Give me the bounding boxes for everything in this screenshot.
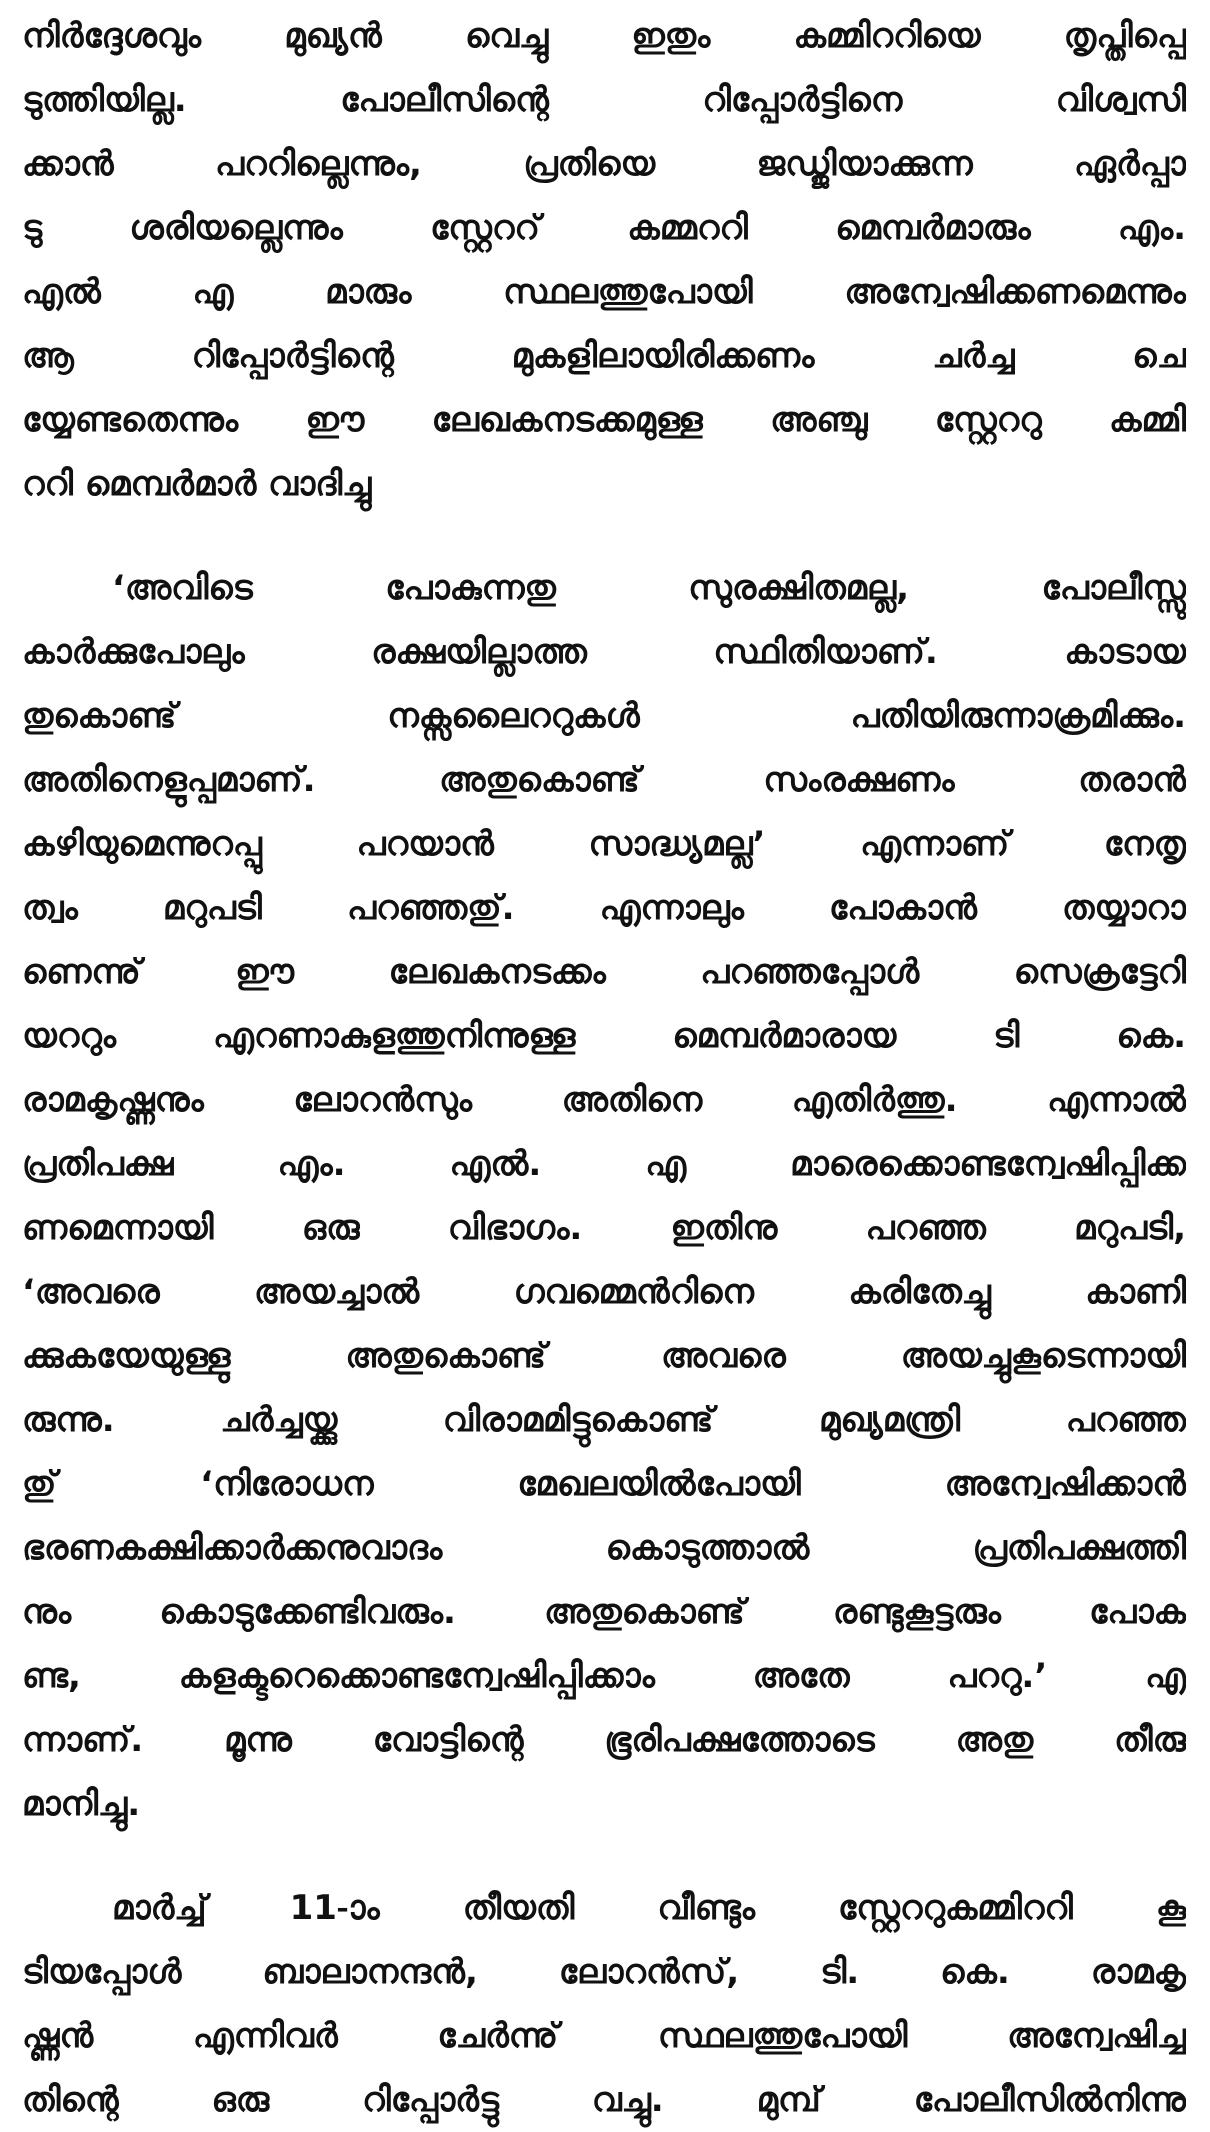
text-line: കഴിയുമെന്നുറപ്പു പറയാൻ സാദ്ധ്യമല്ല’ എന്നാണ് നേതൃ [22,824,1186,864]
text-line: രാമകൃഷ്ണനും ലോറൻസും അതിനെ എതിർത്തു. എന്നാൽ [22,1080,1186,1120]
text-line: തുകൊണ്ട് നക്സലൈററുകൾ പതിയിരുന്നാക്രമിക്കും. [22,696,1186,736]
text-line: അതിനെളുപ്പമാണ്. അതുകൊണ്ട് സംരക്ഷണം തരാൻ [22,760,1186,800]
text-line: മാനിച്ചു. [22,1784,141,1824]
text-line: ക്കുകയേയുള്ളു അതുകൊണ്ട് അവരെ അയച്ചുകൂടെന്നായി [22,1336,1186,1376]
text-line: കാർക്കുപോലും രക്ഷയില്ലാത്ത സ്ഥിതിയാണ്. കാടായ [22,632,1186,672]
text-line: ‘അവിടെ പോകുന്നതു സുരക്ഷിതമല്ല, പോലീസ്സു [112,568,1186,608]
text-line: തു് ‘നിരോധന മേഖലയിൽപോയി അന്വേഷിക്കാൻ [22,1464,1186,1504]
text-line: ത്വം മറുപടി പറഞ്ഞതു്. എന്നാലും പോകാൻ തയ്യാറാ [22,888,1186,928]
text-line: ക്കാൻ പററില്ലെന്നും, പ്രതിയെ ജഡ്ജിയാക്കുന്ന ഏർപ്പാ [22,144,1186,184]
text-line: ഷ്ണൻ എന്നിവർ ചേർന്നു് സ്ഥലത്തുപോയി അന്വേഷിച്ച [22,2016,1186,2056]
text-line: തിന്റെ ഒരു റിപ്പോർട്ടു വച്ചു. മുമ്പ് പോലീസിൽനിന്നു [22,2080,1186,2120]
text-line: പ്രതിപക്ഷ എം. എൽ. എ മാരെക്കൊണ്ടന്വേഷിപ്പിക്ക [22,1144,1186,1184]
text-line: എൽ എ മാരും സ്ഥലത്തുപോയി അന്വേഷിക്കണമെന്നും [22,272,1186,312]
text-line: ന്നാണ്. മൂന്നു വോട്ടിന്റെ ഭൂരിപക്ഷത്തോടെ അതു തീരു [22,1720,1186,1760]
text-line: നും കൊടുക്കേണ്ടിവരും. അതുകൊണ്ട് രണ്ടുകൂട്ടരും പോക [22,1592,1186,1632]
paragraph [22,4,1186,516]
text-line: ഭരണകക്ഷിക്കാർക്കനുവാദം കൊടുത്താൽ പ്രതിപക്ഷത്തി [22,1528,1186,1568]
text-line: ണെന്നു് ഈ ലേഖകനടക്കം പറഞ്ഞപ്പോൾ സെക്രട്ടേറി [22,952,1186,992]
text-line: ടിയപ്പോൾ ബാലാനന്ദൻ, ലോറൻസ്, ടി. കെ. രാമകൃ [22,1952,1186,1992]
text-line: ണ്ട, കളക്ടറെക്കൊണ്ടന്വേഷിപ്പിക്കാം അതേ പററു.’ എ [22,1656,1186,1696]
text-line: മാർച്ച് 11-ാം തീയതി വീണ്ടും സ്റ്റേററുകമ്മിററി കൂ [112,1888,1186,1928]
text-line: നിർദ്ദേശവും മുഖ്യൻ വെച്ചു ഇതും കമ്മിററിയെ തൃപ്തിപ്പെ [22,16,1186,56]
text-line: ണമെന്നായി ഒരു വിഭാഗം. ഇതിനു പറഞ്ഞ മറുപടി, [22,1208,1186,1248]
text-line: ടു ശരിയല്ലെന്നും സ്റ്റേററ് കമ്മററി മെമ്പർമാരും എം. [22,208,1186,248]
text-line: ആ റിപ്പോർട്ടിന്റെ മുകളിലായിരിക്കണം ചർച്ച ചെ [22,336,1186,376]
paragraph-gap [22,1836,1186,1876]
text-line: യററും എറണാകുളത്തുനിന്നുള്ള മെമ്പർമാരായ ടി കെ. [22,1016,1186,1056]
text-line: രുന്നു. ചർച്ചയ്ക്കു വിരാമമിട്ടുകൊണ്ട് മുഖ്യമന്ത്രി പറഞ്ഞ [22,1400,1186,1440]
paragraph-gap [22,516,1186,556]
text-line: ടുത്തിയില്ല. പോലീസിന്റെ റിപ്പോർട്ടിനെ വിശ്വസി [22,80,1186,120]
text-line: യ്യേണ്ടതെന്നും ഈ ലേഖകനടക്കമുള്ള അഞ്ചു സ്റ്റേററു കമ്മി [22,400,1186,440]
paragraph [22,556,1186,1836]
paragraph [22,1876,1186,2132]
text-line: ററി മെമ്പർമാർ വാദിച്ചു [22,464,372,504]
text-line: ‘അവരെ അയച്ചാൽ ഗവമ്മെൻറിനെ കരിതേച്ചു കാണി [22,1272,1186,1312]
